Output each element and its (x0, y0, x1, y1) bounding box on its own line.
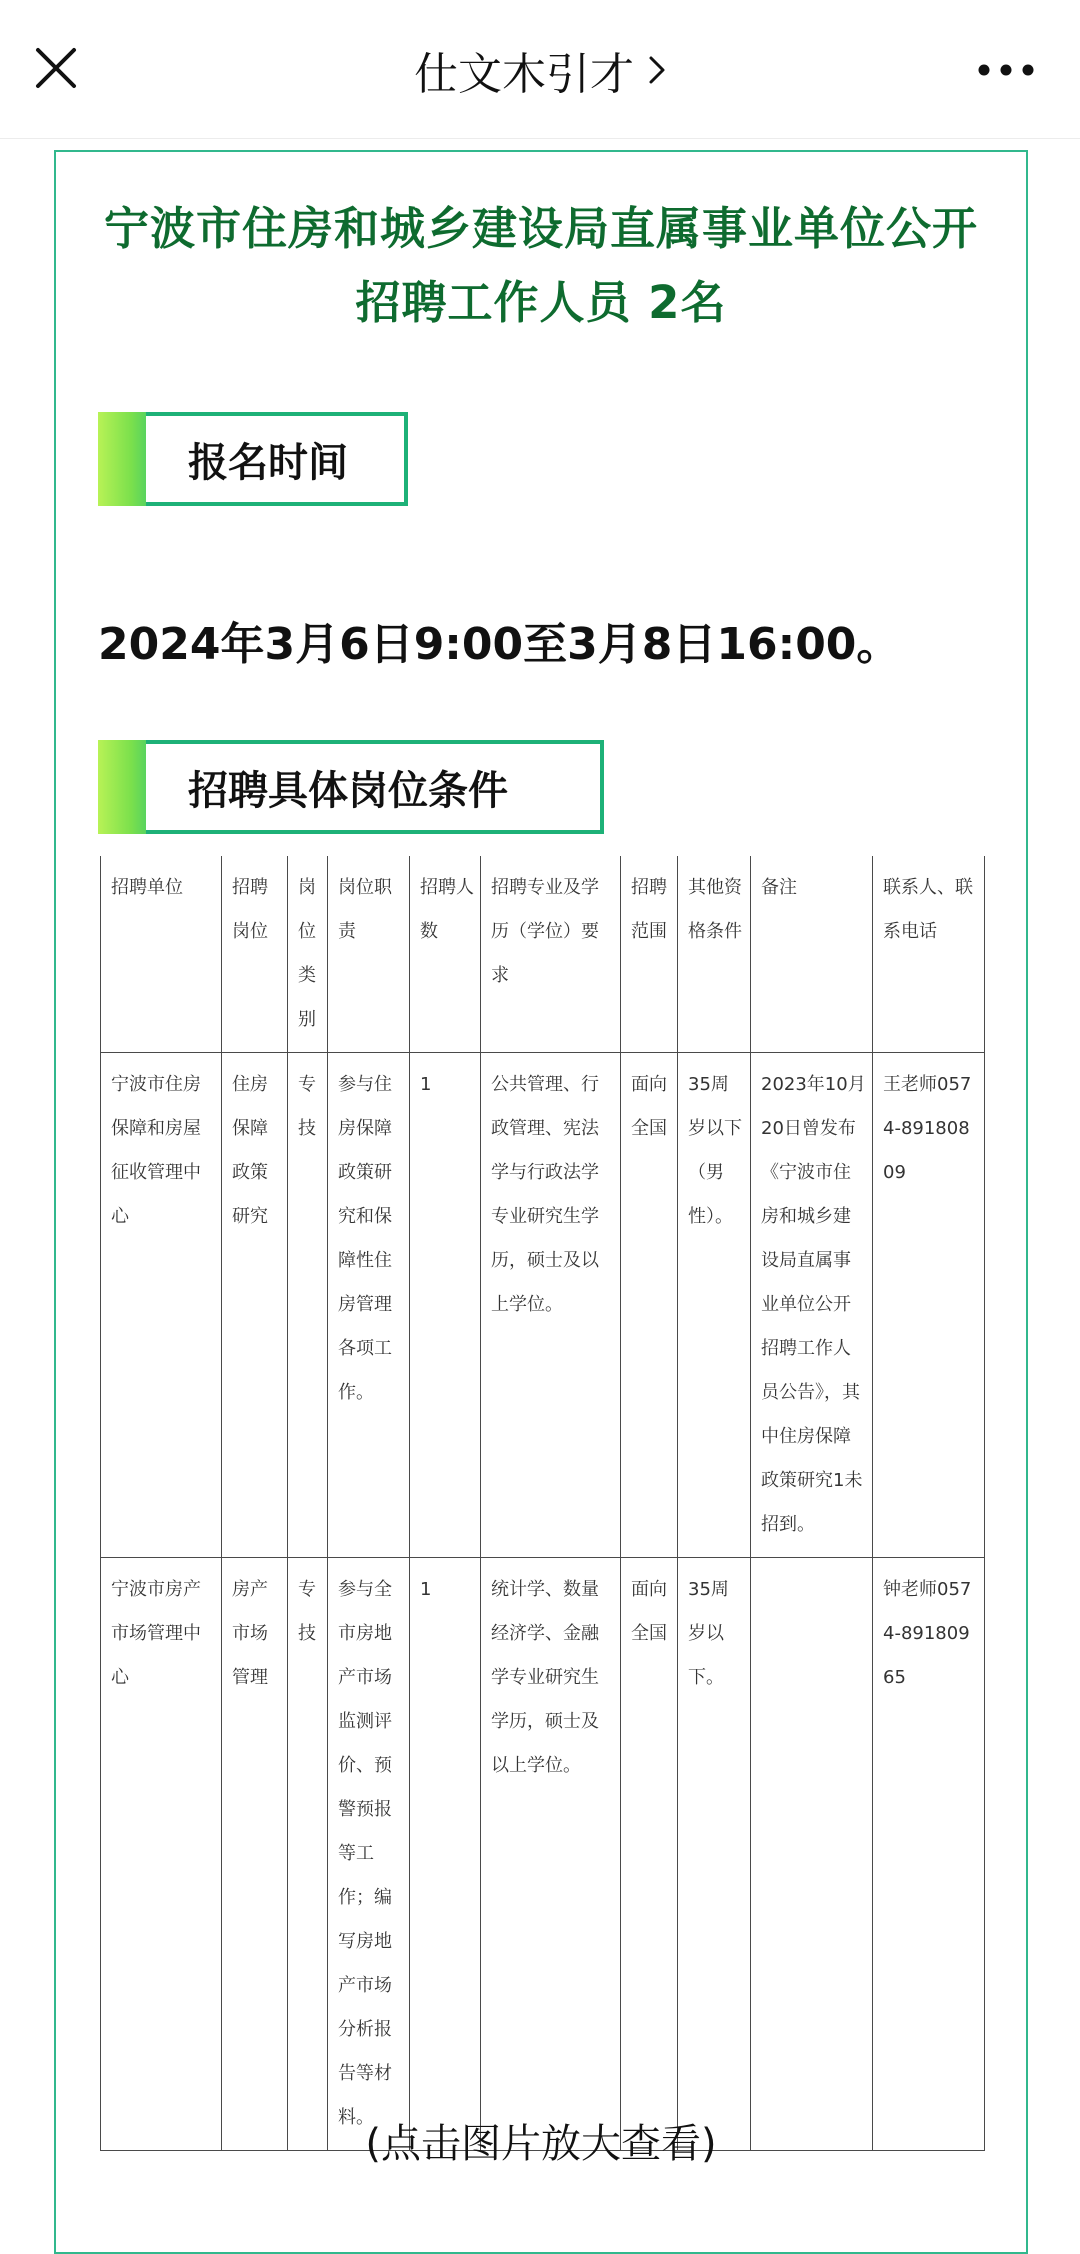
section-title-registration: 报名时间 (146, 412, 408, 506)
table-cell: 1 (410, 1053, 481, 1558)
table-cell: 面向全国 (621, 1053, 678, 1558)
table-header-cell: 招聘单位 (101, 856, 222, 1053)
table-cell: 钟老师0574-89180965 (873, 1558, 985, 2151)
table-header-cell: 岗位职责 (328, 856, 410, 1053)
table-header-cell: 其他资格条件 (678, 856, 751, 1053)
article-title: 宁波市住房和城乡建设局直属事业单位公开招聘工作人员 2名 (103, 202, 978, 329)
section-header-registration (98, 412, 408, 506)
positions-table-image[interactable] (100, 856, 985, 2151)
table-cell: 35周岁以下（男性）。 (678, 1053, 751, 1558)
table-cell: 王老师0574-89180809 (873, 1053, 985, 1558)
table-cell: 宁波市住房保障和房屋征收管理中心 (101, 1053, 222, 1558)
section-title-positions: 招聘具体岗位条件 (146, 740, 604, 834)
table-header-cell: 招聘范围 (621, 856, 678, 1053)
more-icon[interactable] (966, 46, 1046, 94)
section-header-positions (98, 740, 604, 834)
close-icon[interactable] (28, 40, 84, 96)
account-title-link[interactable] (240, 36, 840, 104)
table-cell: 宁波市房产市场管理中心 (101, 1558, 222, 2151)
table-cell: 住房保障政策研究 (222, 1053, 288, 1558)
table-cell: 统计学、数量经济学、金融学专业研究生学历，硕士及以上学位。 (481, 1558, 621, 2151)
table-cell: 参与全市房地产市场监测评价、预警预报等工作；编写房地产市场分析报告等材料。 (328, 1558, 410, 2151)
table-header-cell: 岗位类别 (288, 856, 328, 1053)
tap-to-enlarge-hint: (点击图片放大查看) (365, 2121, 717, 2167)
chevron-right-icon (648, 55, 666, 85)
table-cell: 面向全国 (621, 1558, 678, 2151)
table-row (101, 1558, 985, 2151)
table-cell: 专技 (288, 1558, 328, 2151)
table-cell: 2023年10月20日曾发布《宁波市住房和城乡建设局直属事业单位公开招聘工作人员公告》，其中住房保障政策研究1未招到。 (751, 1053, 873, 1558)
table-cell: 房产市场管理 (222, 1558, 288, 2151)
table-header-cell: 招聘专业及学历（学位）要求 (481, 856, 621, 1053)
table-cell: 1 (410, 1558, 481, 2151)
table-cell: 参与住房保障政策研究和保障性住房管理各项工作。 (328, 1053, 410, 1558)
table-header-cell: 招聘岗位 (222, 856, 288, 1053)
article-card (54, 150, 1028, 2254)
table-header-cell: 招聘人数 (410, 856, 481, 1053)
top-navbar (0, 0, 1080, 139)
table-row (101, 1053, 985, 1558)
table-header-cell: 备注 (751, 856, 873, 1053)
registration-time: 2024年3月6日9:00至3月8日16:00。 (98, 619, 901, 670)
table-cell: 35周岁以下。 (678, 1558, 751, 2151)
table-cell: 专技 (288, 1053, 328, 1558)
table-header-row (101, 856, 985, 1053)
account-name: 仕文木引才 (414, 49, 634, 100)
table-cell (751, 1558, 873, 2151)
table-cell: 公共管理、行政管理、宪法学与行政法学专业研究生学历，硕士及以上学位。 (481, 1053, 621, 1558)
table-header-cell: 联系人、联系电话 (873, 856, 985, 1053)
